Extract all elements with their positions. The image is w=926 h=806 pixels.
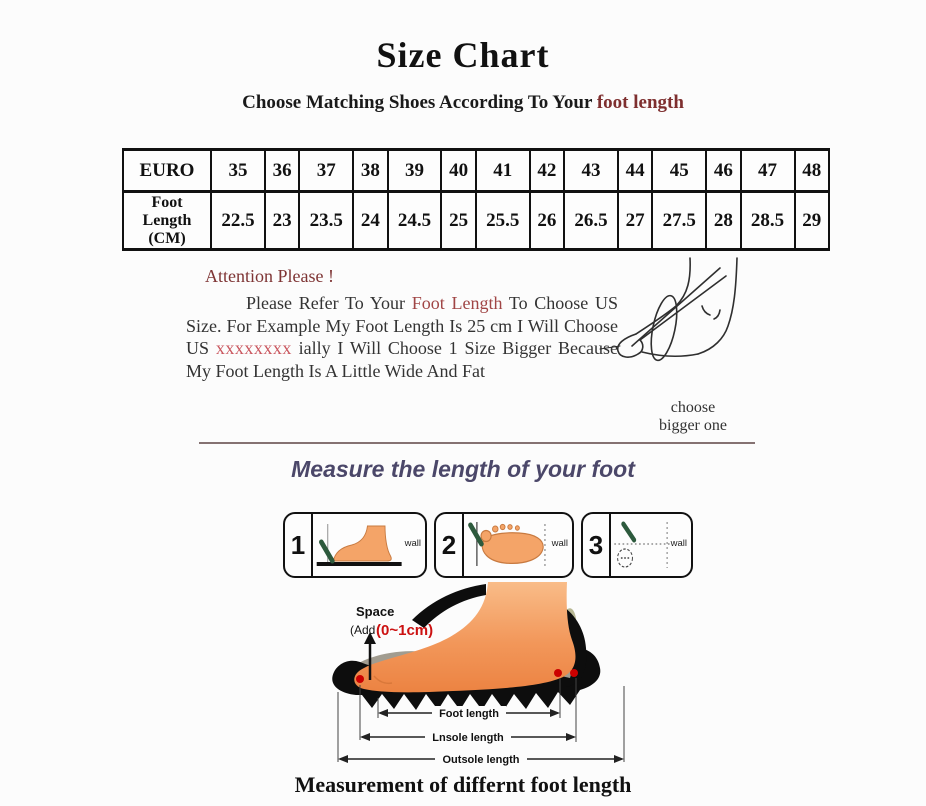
foot-length-cell: 23 [265, 192, 299, 250]
dimension-outsole-length [338, 752, 624, 766]
attention-heading: Attention Please ! [205, 266, 334, 286]
step-2-wall-label: wall [551, 538, 568, 549]
step-1-wall-label: wall [404, 538, 421, 549]
foot-length-cell: 23.5 [299, 192, 353, 250]
euro-size-cell: 47 [741, 150, 795, 192]
euro-size-cell: 40 [441, 150, 475, 192]
outsole-length-label: Outsole length [442, 754, 520, 766]
heel-point-dot-1 [554, 669, 562, 677]
euro-size-cell: 44 [618, 150, 652, 192]
subtitle-highlight: foot length [596, 92, 684, 113]
foot-length-cell: 27 [618, 192, 652, 250]
euro-size-cell: 41 [476, 150, 530, 192]
foot-length-cell: 26.5 [564, 192, 618, 250]
attention-seg1: Please Refer To Your [246, 293, 412, 313]
attention-seg4-crossed: xxxxxxxx [215, 338, 292, 358]
euro-row-header: EURO [123, 150, 211, 192]
foot-length-cell: 25.5 [476, 192, 530, 250]
green-pen-icon [470, 525, 481, 544]
heel-point-dot-2 [570, 669, 578, 677]
euro-size-cell: 39 [388, 150, 442, 192]
step-3-measure-icon [611, 516, 677, 574]
step-3-number: 3 [588, 529, 604, 560]
foot-sketch-illustration [598, 254, 750, 402]
step-1-number: 1 [290, 529, 306, 560]
space-add-label: (Add [350, 623, 376, 637]
measure-steps-row [283, 512, 693, 578]
step-2-number: 2 [441, 529, 457, 560]
subtitle-prefix: Choose Matching Shoes According To Your [242, 92, 597, 113]
euro-size-cell: 42 [530, 150, 564, 192]
choose-caption-line1: choose [670, 399, 716, 416]
footer-caption: Measurement of differnt foot length [294, 772, 632, 797]
choose-bigger-caption [636, 399, 750, 435]
step-1-foot-side-icon [313, 516, 409, 574]
euro-size-cell: 45 [652, 150, 706, 192]
dimension-insole-length [360, 730, 576, 744]
choose-caption-line2: bigger one [659, 417, 727, 434]
insole-length-label: Lnsole length [432, 732, 504, 744]
foot-length-cell: 24.5 [388, 192, 442, 250]
toe-point-dot [356, 675, 364, 683]
size-table-foot-row [123, 192, 829, 250]
page-title: Size Chart [376, 35, 550, 75]
sketch-sole [642, 352, 698, 356]
measure-step-3 [581, 512, 693, 578]
green-pen-icon [623, 524, 634, 540]
size-table-euro-row [123, 150, 829, 192]
measure-step-2 [434, 512, 574, 578]
foot-length-cell: 28 [706, 192, 740, 250]
foot-length-cell: 22.5 [211, 192, 265, 250]
section-divider [199, 442, 755, 444]
space-range-label: (0~1cm) [376, 622, 434, 639]
euro-size-cell: 35 [211, 150, 265, 192]
sketch-toe [618, 334, 643, 357]
space-label: Space [356, 604, 395, 619]
sketch-ankle-mark-1 [702, 306, 710, 315]
dimension-foot-length [378, 706, 560, 720]
foot-length-cell: 28.5 [741, 192, 795, 250]
euro-size-cell: 46 [706, 150, 740, 192]
foot-length-cell: 29 [795, 192, 829, 250]
sketch-leg-back [698, 258, 737, 354]
foot-measurement-illustration [318, 580, 682, 780]
green-pen-icon [321, 542, 332, 561]
foot-length-cell: 27.5 [652, 192, 706, 250]
page-subtitle [0, 92, 926, 114]
foot-length-cell: 26 [530, 192, 564, 250]
euro-size-cell: 36 [265, 150, 299, 192]
euro-size-cell: 37 [299, 150, 353, 192]
euro-size-cell: 38 [353, 150, 387, 192]
euro-size-cell: 48 [795, 150, 829, 192]
attention-body [186, 292, 618, 382]
euro-size-cell: 43 [564, 150, 618, 192]
size-table [122, 148, 830, 251]
step-3-wall-label: wall [670, 538, 687, 549]
size-table-wrap [122, 148, 830, 251]
measure-step-1 [283, 512, 427, 578]
attention-seg3: To Choose US Size. For Example My Foot Length Is 25 cm I Will Choose US [186, 293, 618, 358]
attention-seg2-foot-length: Foot Length [411, 293, 503, 313]
sketch-ankle-mark-2 [714, 310, 720, 319]
foot-length-cell: 24 [353, 192, 387, 250]
step-2-foot-top-icon [464, 516, 556, 574]
attention-block [186, 266, 618, 382]
attention-seg5: ially I Will Choose 1 Size Bigger Because My Foot Length Is A Little Wide And Fat [186, 338, 618, 381]
measure-heading: Measure the length of your foot [291, 456, 635, 482]
foot-length-label: Foot length [439, 708, 499, 720]
foot-length-cell: 25 [441, 192, 475, 250]
foot-row-header: Foot Length (CM) [123, 192, 211, 250]
